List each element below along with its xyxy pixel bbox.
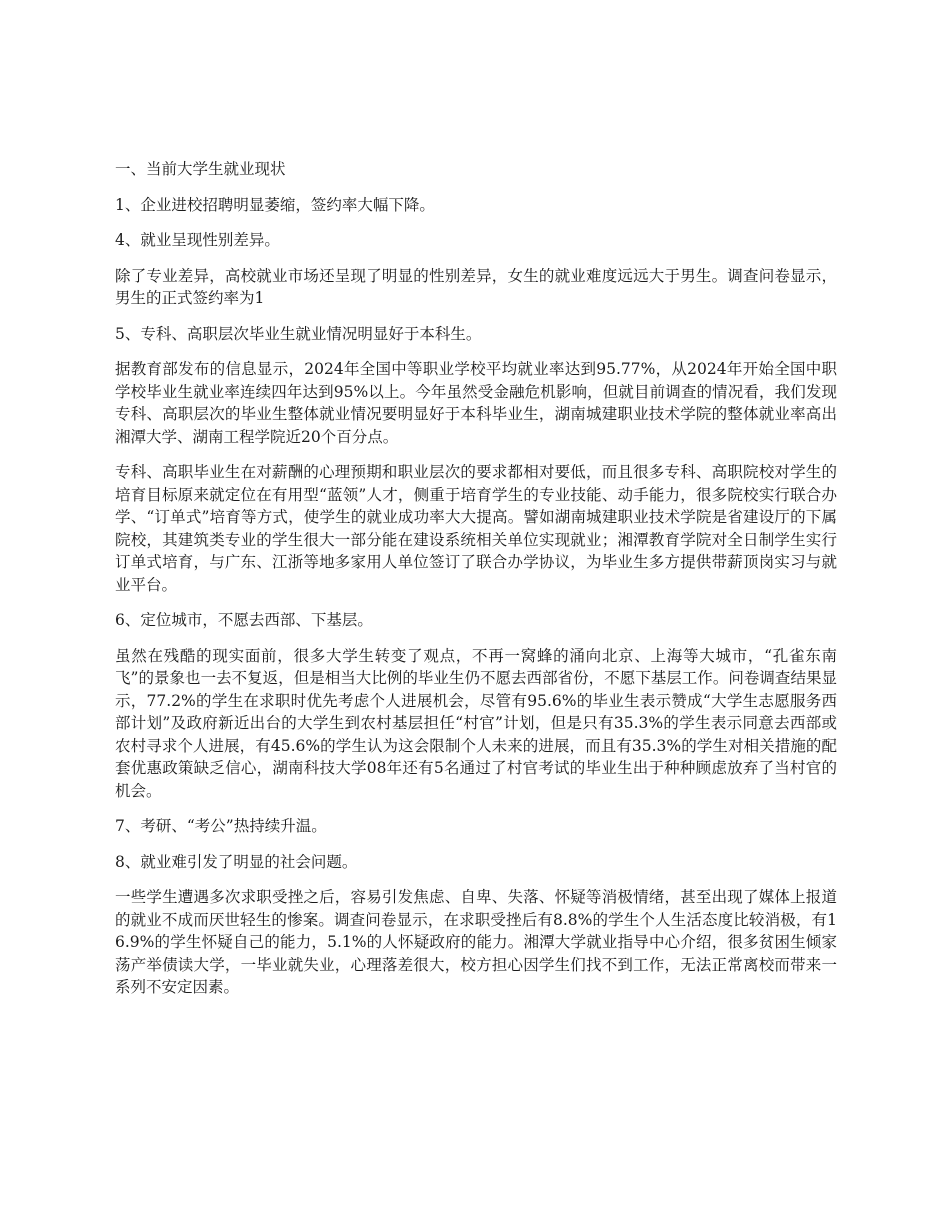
point-heading-5: 5、专科、高职层次毕业生就业情况明显好于本科生。: [115, 324, 482, 343]
paragraph-social-problems: 一些学生遭遇多次求职受挫之后，容易引发焦虑、自卑、失落、怀疑等消极情绪，甚至出现了媒体上报道的就业不成而厌世轻生的惨案。调查问卷显示，在求职受挫后有8.8%的学生个人生活态度比较消极，有16.9%的学生怀疑自己的能力，5.1%的人怀疑政府的能力。湘潭大学就业指导中心介绍，很多贫困生倾家荡产举债读大学，一毕业就失业，心理落差很大，校方担心因学生们找不到工作，无法正常离校而带来一系列不安定因素。: [115, 888, 837, 996]
point-heading-1: 1、企业进校招聘明显萎缩，签约率大幅下降。: [115, 195, 435, 214]
point-heading-4: 4、就业呈现性别差异。: [115, 231, 280, 249]
paragraph-vocational-training: 专科、高职毕业生在对薪酬的心理预期和职业层次的要求都相对要低，而且很多专科、高职院校对学生的培育目标原来就定位在有用型“蓝领”人才，侧重于培育学生的专业技能、动手能力，很多院校实行联合办学、“订单式”培育等方式，使学生的就业成功率大大提高。譬如湖南城建职业技术学院是省建设厅的下属院校，其建筑类专业的学生很大一部分能在建设系统相关单位实现就业；湘潭教育学院对全日制学生实行订单式培育，与广东、江浙等地多家用人单位签订了联合办学协议，为毕业生多方提供带薪顶岗实习与就业平台。: [115, 463, 837, 594]
point-heading-6: 6、定位城市，不愿去西部、下基层。: [115, 611, 373, 629]
point-heading-8: 8、就业难引发了明显的社会问题。: [115, 852, 358, 871]
paragraph-vocational-rate: 据教育部发布的信息显示，2024年全国中等职业学校平均就业率达到95.77%，从2024年开始全国中职学校毕业生就业率连续四年达到95%以上。今年虽然受金融危机影响，但就目前调查的情况看，我们发现专科、高职层次的毕业生整体就业情况要明显好于本科毕业生，湖南城建职业技术学院的整体就业率高出湘潭大学、湖南工程学院近20个百分点。: [115, 360, 837, 446]
paragraph-city-preference: 虽然在残酷的现实面前，很多大学生转变了观点，不再一窝蜂的涌向北京、上海等大城市，“孔雀东南飞”的景象也一去不复返，但是相当大比例的毕业生仍不愿去西部省份，不愿下基层工作。问卷调查结果显示，77.2%的学生在求职时优先考虑个人进展机会，尽管有95.6%的毕业生表示赞成“大学生志愿服务西部计划”及政府新近出台的大学生到农村基层担任“村官”计划，但是只有35.3%的学生表示同意去西部或农村寻求个人进展，有45.6%的学生认为这会限制个人未来的进展，而且有35.3%的学生对相关措施的配套优惠政策缺乏信心，湖南科技大学08年还有5名通过了村官考试的毕业生出于种种顾虑放弃了当村官的机会。: [115, 646, 837, 800]
section-title: 一、当前大学生就业现状: [115, 160, 286, 178]
document-page: [115, 158, 837, 1012]
paragraph-gender-difference: 除了专业差异，高校就业市场还呈现了明显的性别差异，女生的就业难度远远大于男生。调查问卷显示，男生的正式签约率为1: [115, 266, 837, 307]
point-heading-7: 7、考研、“考公”热持续升温。: [115, 817, 327, 835]
